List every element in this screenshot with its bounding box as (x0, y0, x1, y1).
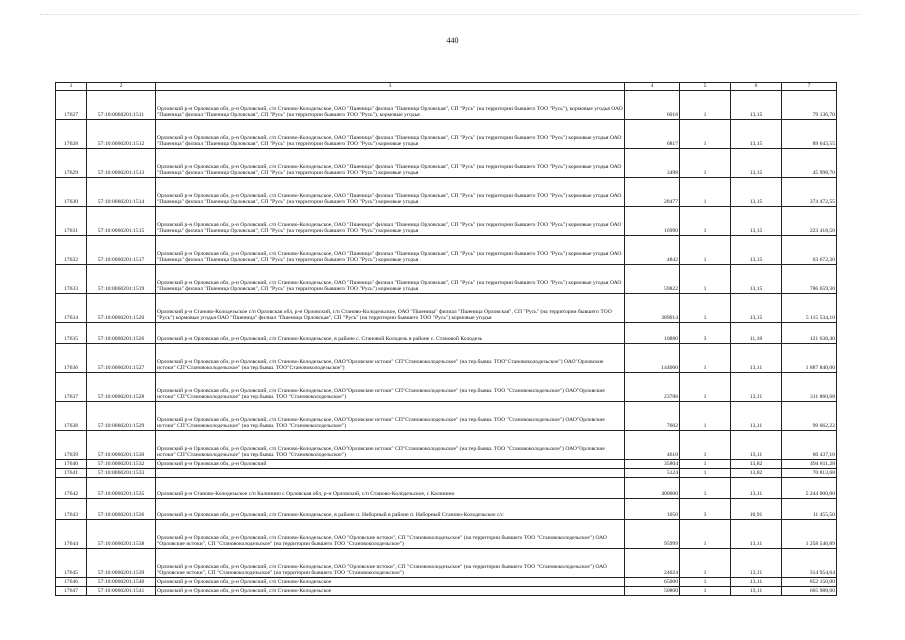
cost-value: 5 244 000,00 (782, 478, 837, 499)
group-value: 1 (680, 207, 731, 236)
location-description: Орловский р-н Орловская обл, р-н Орловский, с/п Станово-Колодезьское, ОАО "Пшеница" филиал "Пшеница Орловская", СП "Русь" (на территории бывшего ТОО "Русь") кормовые угодья ОАО "Пшеница" филиал "Пшеница Орловская", СП "Русь" (на территории бывшего ТОО "Русь") кормовые угодья (156, 178, 625, 207)
location-description: Орловский р-н Орловская обл, р-н Орловский, с/п Станово-Колодезьское, в районе п. Наборный в районе п. Наборный Станово-Колодезьское с/с (156, 499, 625, 520)
cadastral-number: 57:10:0060201:1529 (87, 402, 156, 431)
row-number: 17634 (56, 294, 87, 323)
cost-value: 494 811,28 (782, 460, 837, 469)
group-value: 1 (680, 402, 731, 431)
rate-value: 13,11 (731, 520, 782, 549)
rate-value: 13,15 (731, 149, 782, 178)
cadastral-number: 57:10:0060201:1538 (87, 520, 156, 549)
table-row (56, 478, 837, 499)
location-description: Орловский р-н Орловская обл, р-н Орловский, с/п Станово-Колодезьское, ОАО"Орловские истоки" СП"Становоколодезьское" (на тер.бывш. ТОО"Становоколодезьское") ОАО"Орловские истоки" СП"Становоколодезьское" (на тер.бывш. ТОО"Становоколодезьское") (156, 344, 625, 373)
cost-value: 89 643,55 (782, 120, 837, 149)
cost-value: 70 813,68 (782, 469, 837, 478)
col-header-7: 7 (782, 83, 837, 91)
table-row (56, 402, 837, 431)
cadastral-number: 57:10:0060201:1533 (87, 469, 156, 478)
table-row (56, 236, 837, 265)
row-number: 17646 (56, 578, 87, 587)
table-row (56, 294, 837, 323)
table-row (56, 549, 837, 578)
area-value: 389014 (625, 294, 680, 323)
table-row (56, 587, 837, 596)
table-row (56, 499, 837, 520)
location-description: Орловский р-н Орловская обл, р-н Орловский, с/п Станово-Колодезьское, ОАО "Пшеница" филиал "Пшеница Орловская", СП "Русь" (на территории бывшего ТОО "Русь") кормовые угодья ОАО "Пшеница" филиал "Пшеница Орловская", СП "Русь" (на территории бывшего ТОО "Русь") кормовые угодья (156, 149, 625, 178)
cadastral-number: 57:10:0060201:1519 (87, 265, 156, 294)
cadastral-number: 57:10:0060201:1513 (87, 149, 156, 178)
cadastral-number: 57:10:0060201:1536 (87, 499, 156, 520)
location-description: Орловский р-н Орловская обл, р-н Орловский, с/п Станово-Колодезьское, ОАО "Орловские истоки", СП "Становоколодезьское" (на территории бывшего ТОО "Становоколодезьское") ОАО "Орловские истоки", СП "Становоколодезьское" (на территории бывшего ТОО "Становоколодезьское") (156, 549, 625, 578)
cost-value: 99 662,22 (782, 402, 837, 431)
area-value: 65000 (625, 578, 680, 587)
cadastral-number: 57:10:0060201:1515 (87, 207, 156, 236)
cost-value: 63 672,30 (782, 236, 837, 265)
area-value: 28477 (625, 178, 680, 207)
cadastral-number: 57:10:0060201:1530 (87, 431, 156, 460)
group-value: 1 (680, 294, 731, 323)
area-value: 50800 (625, 587, 680, 596)
area-value: 35804 (625, 460, 680, 469)
table-row (56, 578, 837, 587)
location-description: Орловский р-н Орловская обл, р-н Орловский, с/п Станово-Колодезьское (156, 587, 625, 596)
table-row (56, 207, 837, 236)
row-number: 17630 (56, 178, 87, 207)
group-value: 1 (680, 578, 731, 587)
table-row (56, 520, 837, 549)
group-value: 1 (680, 460, 731, 469)
location-description: Орловский р-н Станово-Колодезьское с/п Орловская обл, р-н Орловский, с/п Станово-Колодезьское, ОАО "Пшеница" филиал "Пшеница Орловская", СП "Русь" (на территории бывшего ТОО "Русь") кормовые угодья ОАО "Пшеница" филиал "Пшеница Орловская", СП "Русь" (на территории бывшего ТОО "Русь") кормовые угодья (156, 294, 625, 323)
table-body (56, 91, 837, 596)
row-number: 17636 (56, 344, 87, 373)
rate-value: 13,11 (731, 373, 782, 402)
group-value: 1 (680, 265, 731, 294)
location-description: Орловский р-н Орловская обл, р-н Орловский, с/п Станово-Колодезьское, ОАО "Пшеница" филиал "Пшеница Орловская", СП "Русь" (на территории бывшего ТОО "Русь") кормовые угодья ОАО "Пшеница" филиал "Пшеница Орловская", СП "Русь" (на территории бывшего ТОО "Русь") кормовые угодья (156, 120, 625, 149)
col-header-5: 5 (680, 83, 731, 91)
table-row (56, 431, 837, 460)
cadastral-number: 57:10:0060201:1514 (87, 178, 156, 207)
area-value: 3498 (625, 149, 680, 178)
cadastral-number: 57:10:0060201:1527 (87, 344, 156, 373)
cost-value: 1 258 546,89 (782, 520, 837, 549)
rate-value: 13,15 (731, 265, 782, 294)
rate-value: 13,11 (731, 402, 782, 431)
cost-value: 45 998,70 (782, 149, 837, 178)
group-value: 3 (680, 499, 731, 520)
row-number: 17632 (56, 236, 87, 265)
col-header-1: 1 (56, 83, 87, 91)
group-value: 1 (680, 587, 731, 596)
row-number: 17641 (56, 469, 87, 478)
cadastral-number: 57:10:0060201:1532 (87, 460, 156, 469)
area-value: 400000 (625, 478, 680, 499)
row-number: 17638 (56, 402, 87, 431)
area-value: 4842 (625, 236, 680, 265)
location-description: Орловский р-н Орловская обл, р-н Орловский, с/п Станово-Колодезьское, ОАО"Орловские истоки" СП"Становоколодезьское" (на тер.бывш. ТОО "Становоколодезьское") ОАО"Орловские истоки" СП"Становоколодезьское" (на тер.бывш. ТОО "Становоколодезьское") (156, 431, 625, 460)
row-number: 17645 (56, 549, 87, 578)
rate-value: 13,11 (731, 549, 782, 578)
cost-value: 5 115 534,10 (782, 294, 837, 323)
rate-value: 13,11 (731, 587, 782, 596)
row-number: 17628 (56, 120, 87, 149)
header-row (56, 83, 837, 91)
parcel-table-sheet (55, 82, 836, 596)
table-row (56, 120, 837, 149)
location-description: Орловский р-н Орловская обл, р-н Орловский, с/п Станово-Колодезьское, ОАО"Орловские истоки" СП"Становоколодезьское" (на тер.бывш. ТОО "Становоколодезьское") ОАО"Орловские истоки" СП"Становоколодезьское" (на тер.бывш. ТОО "Становоколодезьское") (156, 373, 625, 402)
col-header-4: 4 (625, 83, 680, 91)
table-row (56, 178, 837, 207)
area-value: 4610 (625, 431, 680, 460)
cadastral-number: 57:10:0060201:1526 (87, 323, 156, 344)
rate-value: 13,82 (731, 469, 782, 478)
row-number: 17643 (56, 499, 87, 520)
group-value: 1 (680, 549, 731, 578)
area-value: 59822 (625, 265, 680, 294)
col-header-2: 2 (87, 83, 156, 91)
location-description: Орловский р-н Орловская обл, р-н Орловский, с/п Станово-Колодезьское, ОАО"Орловские истоки" СП"Становоколодезьское" (на тер.бывш. ТОО "Становоколодезьское") ОАО"Орловские истоки" СП"Становоколодезьское" (на тер.бывш. ТОО "Становоколодезьское") (156, 402, 625, 431)
cost-value: 11 455,50 (782, 499, 837, 520)
location-description: Орловский р-н Орловская обл, р-н Орловский, с/п Станово-Колодезьское, в районе с. Становой Колодезь в районе с. Становой Колодезь (156, 323, 625, 344)
row-number: 17639 (56, 431, 87, 460)
cadastral-number: 57:10:0060201:1511 (87, 91, 156, 120)
scan-artifact-line (40, 14, 860, 21)
area-value: 5124 (625, 469, 680, 478)
area-value: 23788 (625, 373, 680, 402)
row-number: 17647 (56, 587, 87, 596)
cost-value: 852 150,00 (782, 578, 837, 587)
cadastral-number: 57:10:0060201:1535 (87, 478, 156, 499)
group-value: 1 (680, 236, 731, 265)
row-number: 17631 (56, 207, 87, 236)
cadastral-number: 57:10:0060201:1520 (87, 294, 156, 323)
row-number: 17627 (56, 91, 87, 120)
location-description: Орловский р-н Орловская обл, р-н Орловский, с/п Станово-Колодезьское, ОАО "Пшеница" филиал "Пшеница Орловская", СП "Русь" (на территории бывшего ТОО "Русь") кормовые угодья ОАО "Пшеница" филиал "Пшеница Орловская", СП "Русь" (на территории бывшего ТОО "Русь") кормовые угодья (156, 265, 625, 294)
rate-value: 13,11 (731, 344, 782, 373)
area-value: 7602 (625, 402, 680, 431)
group-value: 3 (680, 323, 731, 344)
group-value: 1 (680, 91, 731, 120)
col-header-3: 3 (156, 83, 625, 91)
location-description: Орловский р-н Орловская обл, р-н Орловский, с/п Станово-Колодезьское, ОАО "Орловские истоки", СП "Становоколодезьское" (на территории бывшего ТОО "Становоколодезьское") ОАО "Орловские истоки", СП "Становоколодезьское" (на территории бывшего ТОО "Становоколодезьское") (156, 520, 625, 549)
row-number: 17633 (56, 265, 87, 294)
row-number: 17640 (56, 460, 87, 469)
rate-value: 13,11 (731, 431, 782, 460)
table-row (56, 344, 837, 373)
rate-value: 13,11 (731, 578, 782, 587)
group-value: 1 (680, 178, 731, 207)
area-value: 6018 (625, 91, 680, 120)
rate-value: 13,15 (731, 91, 782, 120)
area-value: 6817 (625, 120, 680, 149)
rate-value: 13,15 (731, 178, 782, 207)
area-value: 144000 (625, 344, 680, 373)
cost-value: 79 136,70 (782, 91, 837, 120)
rate-value: 13,15 (731, 294, 782, 323)
cadastral-number: 57:10:0060201:1541 (87, 587, 156, 596)
cost-value: 1 887 840,00 (782, 344, 837, 373)
cadastral-number: 57:10:0060201:1512 (87, 120, 156, 149)
group-value: 1 (680, 520, 731, 549)
table-row (56, 91, 837, 120)
cost-value: 665 988,00 (782, 587, 837, 596)
area-value: 1050 (625, 499, 680, 520)
parcel-table (55, 82, 837, 596)
col-header-6: 6 (731, 83, 782, 91)
rate-value: 13,15 (731, 120, 782, 149)
cadastral-number: 57:10:0060201:1539 (87, 549, 156, 578)
cost-value: 223 418,50 (782, 207, 837, 236)
table-row (56, 460, 837, 469)
table-row (56, 469, 837, 478)
location-description (156, 469, 625, 478)
rate-value: 13,15 (731, 207, 782, 236)
area-value: 16990 (625, 207, 680, 236)
group-value: 1 (680, 344, 731, 373)
table-row (56, 323, 837, 344)
rate-value: 10,91 (731, 499, 782, 520)
location-description: Орловский р-н Станово-Колодезьское с/п Калинино с Орловская обл, р-н Орловский, с/п Станово-Колодезьское, с Калинино (156, 478, 625, 499)
cost-value: 121 638,40 (782, 323, 837, 344)
cost-value: 786 659,30 (782, 265, 837, 294)
table-row (56, 373, 837, 402)
rate-value: 13,11 (731, 478, 782, 499)
table-row (56, 149, 837, 178)
group-value: 1 (680, 120, 731, 149)
group-value: 1 (680, 431, 731, 460)
area-value: 10880 (625, 323, 680, 344)
row-number: 17644 (56, 520, 87, 549)
area-value: 95999 (625, 520, 680, 549)
group-value: 1 (680, 478, 731, 499)
table-row (56, 265, 837, 294)
cadastral-number: 57:10:0060201:1517 (87, 236, 156, 265)
cost-value: 311 860,68 (782, 373, 837, 402)
page-number: 440 (446, 36, 459, 45)
cost-value: 314 954,64 (782, 549, 837, 578)
rate-value: 13,15 (731, 236, 782, 265)
cost-value: 374 472,55 (782, 178, 837, 207)
location-description: Орловский р-н Орловская обл, р-н Орловский, с/п Станово-Колодезьское, ОАО "Пшеница" филиал "Пшеница Орловская", СП "Русь" (на территории бывшего ТОО "Русь"), кормовые угодья ОАО "Пшеница" филиал "Пшеница Орловская", СП "Русь" (на территории бывшего ТОО "Русь"), кормовые угодья (156, 91, 625, 120)
group-value: 1 (680, 469, 731, 478)
row-number: 17637 (56, 373, 87, 402)
rate-value: 11,18 (731, 323, 782, 344)
row-number: 17642 (56, 478, 87, 499)
location-description: Орловский р-н Орловская обл, р-н Орловский, с/п Станово-Колодезьское, ОАО "Пшеница" филиал "Пшеница Орловская", СП "Русь" (на территории бывшего ТОО "Русь") кормовые угодья ОАО "Пшеница" филиал "Пшеница Орловская", СП "Русь" (на территории бывшего ТОО "Русь") кормовые угодья (156, 207, 625, 236)
cadastral-number: 57:10:0060201:1540 (87, 578, 156, 587)
rate-value: 13,82 (731, 460, 782, 469)
group-value: 1 (680, 149, 731, 178)
cost-value: 60 437,10 (782, 431, 837, 460)
area-value: 24024 (625, 549, 680, 578)
cadastral-number: 57:10:0060201:1528 (87, 373, 156, 402)
row-number: 17635 (56, 323, 87, 344)
location-description: Орловский р-н Орловская обл, р-н Орловский, с/п Станово-Колодезьское (156, 578, 625, 587)
location-description: Орловский р-н Орловская обл, р-н Орловский, с/п Станово-Колодезьское, ОАО "Пшеница" филиал "Пшеница Орловская", СП "Русь" (на территории бывшего ТОО "Русь") кормовые угодья ОАО "Пшеница" филиал "Пшеница Орловская", СП "Русь" (на территории бывшего ТОО "Русь") кормовые угодья (156, 236, 625, 265)
location-description: Орловский р-н Орловская обл, р-н Орловский (156, 460, 625, 469)
group-value: 1 (680, 373, 731, 402)
row-number: 17629 (56, 149, 87, 178)
